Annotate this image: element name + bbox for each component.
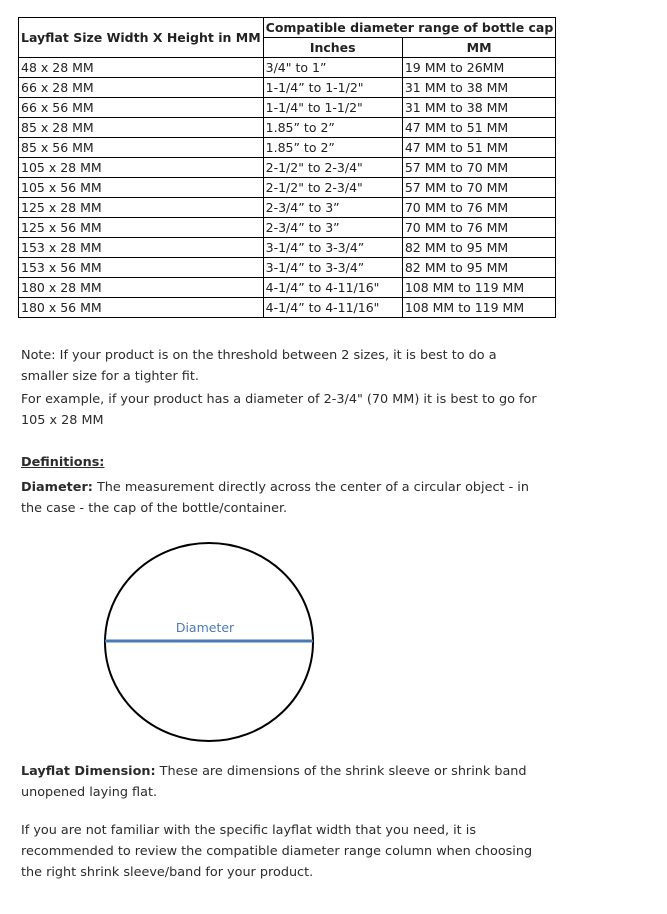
header-inches: Inches [263, 38, 402, 58]
cell-size: 153 x 56 MM [19, 258, 264, 278]
definitions-heading: Definitions: [21, 455, 105, 470]
cell-inches: 4-1/4” to 4-11/16" [263, 278, 402, 298]
cell-size: 66 x 56 MM [19, 98, 264, 118]
cell-mm: 108 MM to 119 MM [402, 298, 556, 318]
cell-mm: 108 MM to 119 MM [402, 278, 556, 298]
cell-inches: 1-1/4” to 1-1/2" [263, 78, 402, 98]
cell-size: 180 x 56 MM [19, 298, 264, 318]
cell-mm: 82 MM to 95 MM [402, 238, 556, 258]
cell-size: 153 x 28 MM [19, 238, 264, 258]
cell-size: 85 x 56 MM [19, 138, 264, 158]
diameter-label: Diameter [175, 620, 235, 635]
cell-mm: 70 MM to 76 MM [402, 198, 556, 218]
header-mm: MM [402, 38, 556, 58]
note-example: For example, if your product has a diameter of 2-3/4" (70 MM) it is best to go for 105 x 28 MM [21, 392, 537, 428]
cell-size: 125 x 28 MM [19, 198, 264, 218]
cell-mm: 19 MM to 26MM [402, 58, 556, 78]
cell-mm: 47 MM to 51 MM [402, 118, 556, 138]
cell-inches: 1.85” to 2” [263, 118, 402, 138]
cell-inches: 2-3/4” to 3” [263, 218, 402, 238]
closing-block [21, 820, 541, 883]
header-compatible-range: Compatible diameter range of bottle cap [263, 18, 556, 38]
cell-inches: 2-3/4” to 3” [263, 198, 402, 218]
cell-inches: 1.85” to 2” [263, 138, 402, 158]
cell-size: 125 x 56 MM [19, 218, 264, 238]
layflat-text: These are dimensions of the shrink sleeve or shrink band unopened laying flat. [21, 764, 527, 800]
cell-mm: 31 MM to 38 MM [402, 78, 556, 98]
cell-mm: 82 MM to 95 MM [402, 258, 556, 278]
cell-inches: 2-1/2" to 2-3/4" [263, 178, 402, 198]
layflat-term: Layflat Dimension: [21, 764, 156, 779]
closing-text: If you are not familiar with the specific layflat width that you need, it is recommended to review the compatible diameter range column when choosing the right shrink sleeve/band for your product. [21, 823, 533, 880]
cell-inches: 3/4" to 1” [263, 58, 402, 78]
cell-mm: 70 MM to 76 MM [402, 218, 556, 238]
cell-mm: 57 MM to 70 MM [402, 158, 556, 178]
cell-inches: 1-1/4" to 1-1/2" [263, 98, 402, 118]
diameter-term: Diameter: [21, 480, 93, 495]
note-threshold: Note: If your product is on the threshold between 2 sizes, it is best to do a smaller size for a tighter fit. [21, 348, 497, 384]
cell-inches: 2-1/2" to 2-3/4" [263, 158, 402, 178]
cell-size: 85 x 28 MM [19, 118, 264, 138]
cell-mm: 57 MM to 70 MM [402, 178, 556, 198]
layflat-definition [21, 761, 541, 803]
cell-size: 66 x 28 MM [19, 78, 264, 98]
cell-mm: 47 MM to 51 MM [402, 138, 556, 158]
cell-mm: 31 MM to 38 MM [402, 98, 556, 118]
cell-inches: 3-1/4” to 3-3/4” [263, 238, 402, 258]
cell-inches: 3-1/4” to 3-3/4” [263, 258, 402, 278]
cell-size: 180 x 28 MM [19, 278, 264, 298]
header-layflat-size: Layflat Size Width X Height in MM [19, 18, 264, 58]
cell-inches: 4-1/4” to 4-11/16" [263, 298, 402, 318]
diameter-text: The measurement directly across the center of a circular object - in the case - the cap of the bottle/container. [21, 480, 529, 516]
cell-size: 48 x 28 MM [19, 58, 264, 78]
cell-size: 105 x 28 MM [19, 158, 264, 178]
cell-size: 105 x 56 MM [19, 178, 264, 198]
